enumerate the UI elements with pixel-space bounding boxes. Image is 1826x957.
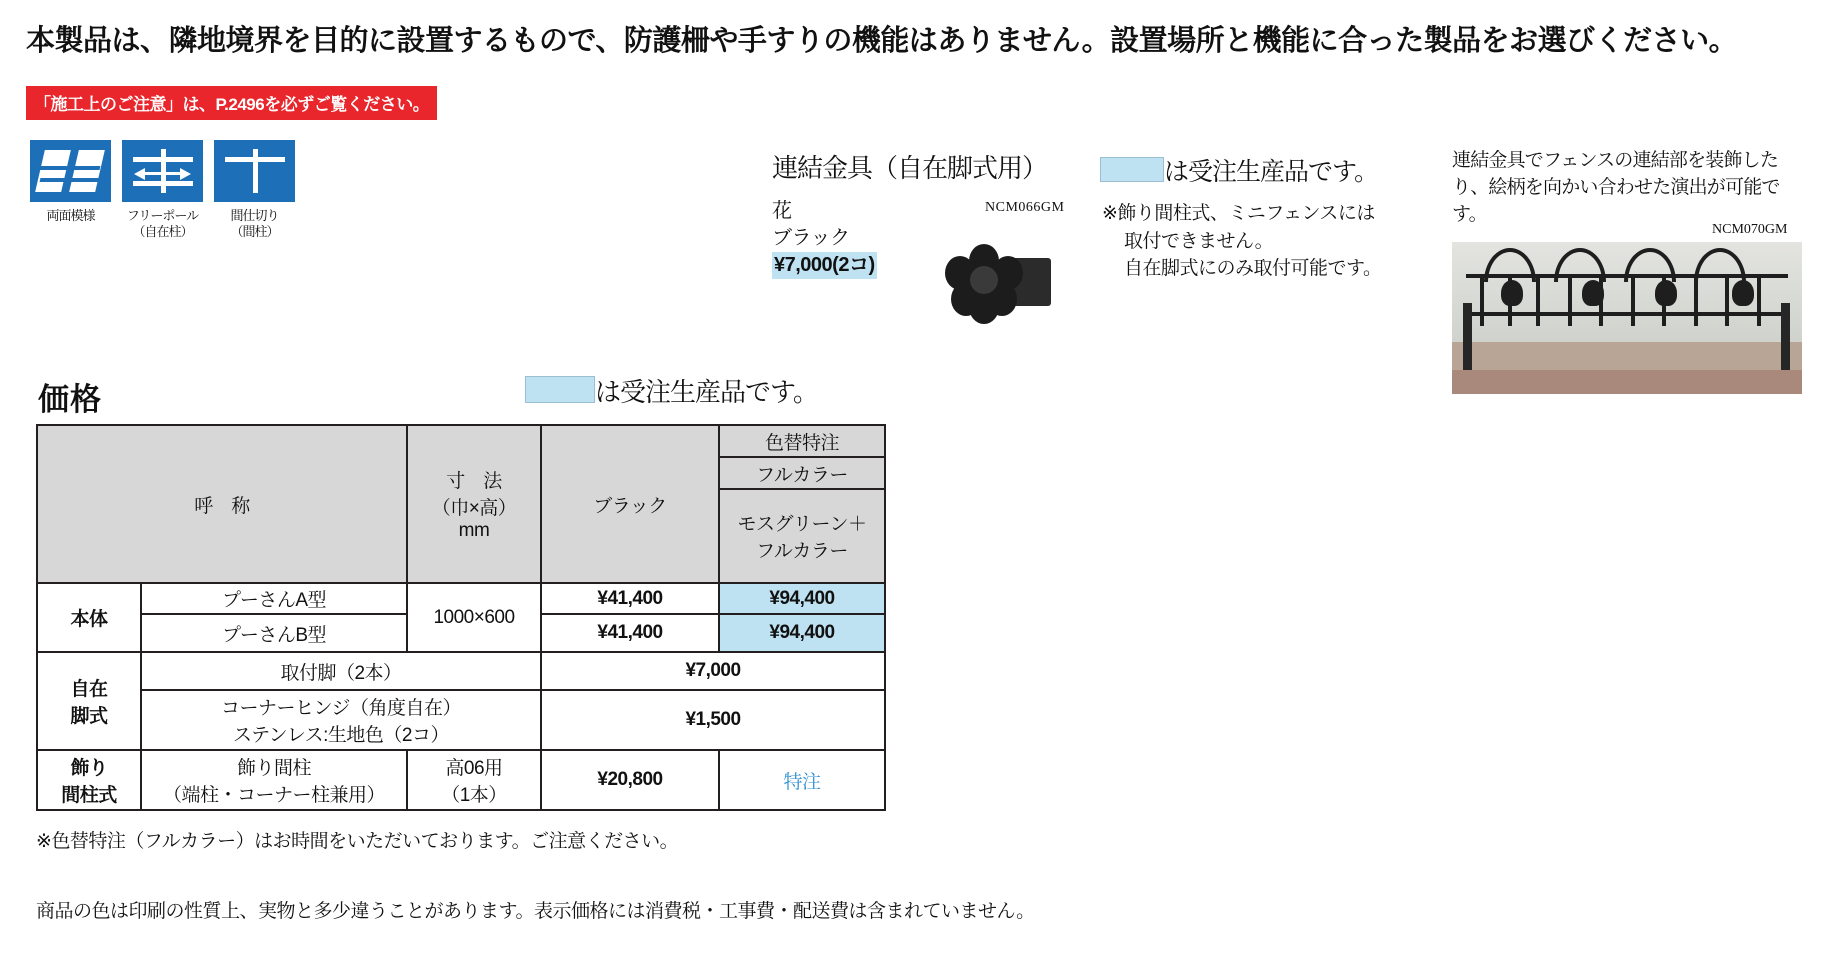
feature-icon-item (214, 140, 295, 241)
header-black: ブラック (541, 425, 719, 583)
row-price-special: ¥94,400 (719, 614, 885, 652)
row-group-body: 本体 (37, 583, 141, 652)
table-header-row (37, 425, 885, 457)
table-row (37, 750, 885, 810)
made-to-order-legend-price: は受注生産品です。 (525, 372, 818, 409)
row-size: 高06用 （1本） (407, 750, 541, 810)
feature-icon-caption: 間仕切り （間柱） (230, 208, 279, 240)
header-fullcolor: フルカラー (719, 457, 885, 489)
table-row (37, 583, 885, 614)
feature-icon-item (30, 140, 111, 241)
row-price-special: 特注 (719, 750, 885, 810)
connector-title: 連結金具（自在脚式用） (772, 153, 1048, 183)
connector-spec (772, 198, 877, 279)
row-price-black: ¥20,800 (541, 750, 719, 810)
feature-icon-caption: 両面模様 (46, 208, 95, 223)
row-price-special: ¥94,400 (719, 583, 885, 614)
row-name: 取付脚（2本） (141, 652, 541, 690)
connector-notes: ※飾り間柱式、ミニフェンスには 取付できません。 自在脚式にのみ取付可能です。 (1102, 203, 1382, 280)
header-name: 呼 称 (37, 425, 407, 583)
right-photo-product-code: NCM070GM (1712, 222, 1788, 237)
table-row (37, 690, 885, 750)
row-name: 飾り間柱 （端柱・コーナー柱兼用） (141, 750, 407, 810)
header-moss-green: モスグリーン＋ フルカラー (719, 489, 885, 583)
price-table (36, 424, 886, 811)
page-headline: 本製品は、隣地境界を目的に設置するもので、防護柵や手すりの機能はありません。設置場所と機能に合った製品をお選びください。 (26, 25, 1738, 57)
row-size: 1000×600 (407, 583, 541, 652)
feature-icon-item (122, 140, 203, 241)
row-price-merged: ¥1,500 (541, 690, 885, 750)
row-price-merged: ¥7,000 (541, 652, 885, 690)
header-special-order: 色替特注 (719, 425, 885, 457)
made-to-order-swatch (1100, 157, 1164, 182)
row-name: プーさんA型 (141, 583, 407, 614)
price-section-title: 価格 (38, 382, 102, 417)
connector-color: ブラック (772, 227, 850, 249)
row-price-black: ¥41,400 (541, 583, 719, 614)
row-group-ornamental: 飾り 間柱式 (37, 750, 141, 810)
row-group-freeleg: 自在 脚式 (37, 652, 141, 750)
right-photo-caption: 連結金具でフェンスの連結部を装飾したり、絵柄を向かい合わせた演出が可能です。 (1452, 150, 1780, 225)
construction-notice-badge: 「施工上のご注意」は、P.2496を必ずご覧ください。 (26, 86, 437, 120)
made-to-order-swatch (525, 376, 595, 403)
row-name: コーナーヒンジ（角度自在） ステンレス:生地色（2コ） (141, 690, 541, 750)
flower-connector-photo (925, 240, 1065, 320)
between-post-icon (214, 140, 295, 202)
row-name: プーさんB型 (141, 614, 407, 652)
footnote-special-order: ※色替特注（フルカラー）はお時間をいただいております。ご注意ください。 (36, 831, 679, 852)
header-size: 寸 法 （巾×高） mm (407, 425, 541, 583)
table-row (37, 652, 885, 690)
feature-icon-group (30, 140, 295, 241)
made-to-order-legend-top: は受注生産品です。 (1100, 152, 1378, 188)
free-pole-icon (122, 140, 203, 202)
fence-installation-photo (1452, 242, 1802, 394)
feature-icon-caption: フリーポール （自在柱） (126, 208, 199, 240)
connector-product-code: NCM066GM (985, 200, 1065, 215)
connector-name: 花 (772, 200, 792, 222)
double-sided-pattern-icon (30, 140, 111, 202)
row-price-black: ¥41,400 (541, 614, 719, 652)
footnote-disclaimer: 商品の色は印刷の性質上、実物と多少違うことがあります。表示価格には消費税・工事費・配送費は含まれていません。 (36, 901, 1035, 922)
connector-price: ¥7,000(2コ) (772, 252, 877, 279)
